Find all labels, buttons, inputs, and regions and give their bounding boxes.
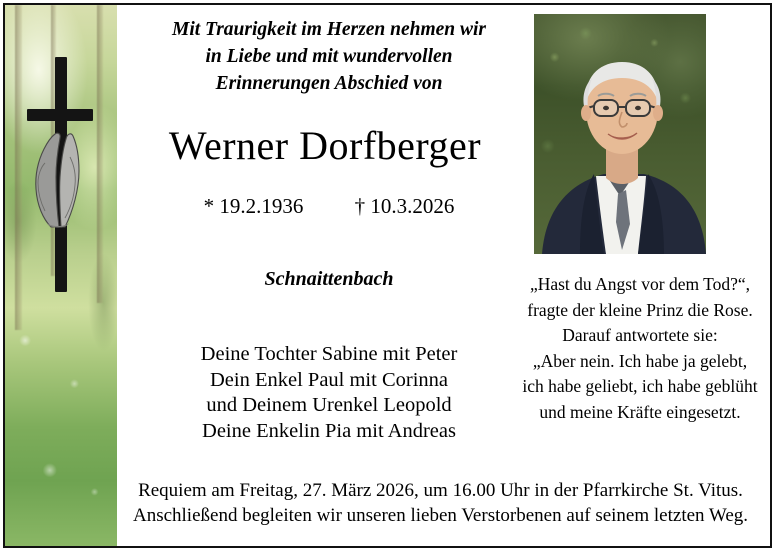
quote-line: und meine Kräfte eingesetzt. xyxy=(539,401,741,422)
cross-horizontal-bar xyxy=(27,109,93,121)
family-list xyxy=(125,342,533,444)
intro-text xyxy=(133,16,525,97)
portrait-photo xyxy=(534,14,706,254)
quote-line: „Hast du Angst vor dem Tod?“, xyxy=(529,274,751,294)
birth-date-value: 19.2.1936 xyxy=(219,194,304,218)
place-name: Schnaittenbach xyxy=(264,268,394,290)
quote-line: fragte der kleine Prinz die Rose. xyxy=(527,299,753,320)
praying-hands-icon xyxy=(21,123,93,231)
family-line: Deine Tochter Sabine mit Peter xyxy=(200,343,458,365)
intro-line: Mit Traurigkeit im Herzen nehmen wir xyxy=(171,19,487,40)
quote-line: Darauf antwortete sie: xyxy=(562,325,718,345)
family-line: Deine Enkelin Pia mit Andreas xyxy=(202,419,456,442)
deceased-name: Werner Dorfberger xyxy=(168,123,482,168)
family-line: Dein Enkel Paul mit Corinna xyxy=(210,368,448,391)
service-line: Requiem am Freitag, 27. März 2026, um 16.00 Uhr in der Pfarrkirche St. Vitus. xyxy=(138,480,743,501)
death-symbol: † xyxy=(354,194,366,218)
tree-trunk-decoration xyxy=(97,5,103,303)
life-dates xyxy=(133,194,525,219)
family-line: und Deinem Urenkel Leopold xyxy=(206,394,452,416)
service-line: Anschließend begleiten wir unseren lieben Verstorbenen auf seinem letzten Weg. xyxy=(132,505,749,526)
quote-line: ich habe geliebt, ich habe geblüht xyxy=(522,376,758,396)
birth-date xyxy=(204,194,304,218)
death-date-value: 10.3.2026 xyxy=(370,194,455,218)
intro-line: Erinnerungen Abschied von xyxy=(215,73,443,94)
death-date xyxy=(355,194,455,218)
left-decoration-column xyxy=(5,5,117,546)
birth-symbol: * xyxy=(203,194,215,218)
quote-line: „Aber nein. Ich habe ja gelebt, xyxy=(532,350,748,371)
memorial-quote xyxy=(515,272,765,425)
intro-line: in Liebe und mit wundervollen xyxy=(205,46,453,67)
service-details xyxy=(118,478,763,528)
